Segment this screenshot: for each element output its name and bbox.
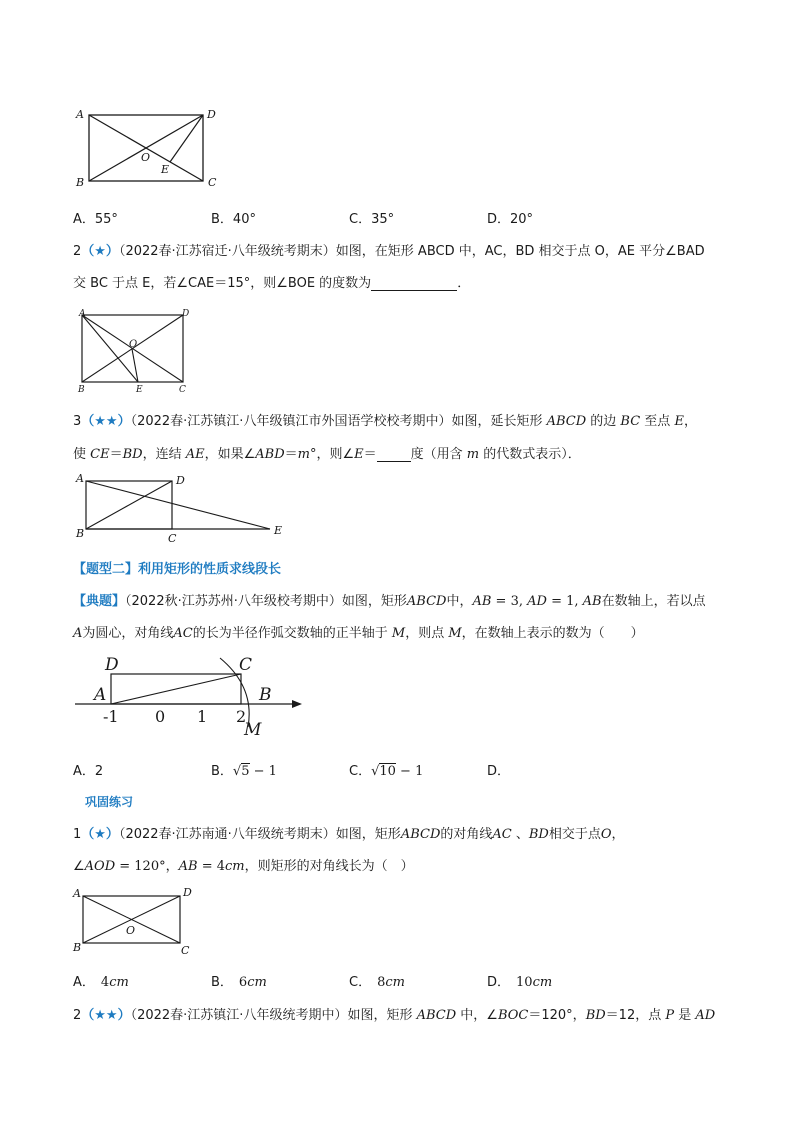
text: BOC (497, 1008, 529, 1023)
radicand: 5 (241, 764, 250, 779)
text: 的代数式表示）． (479, 447, 581, 462)
label-O: O (126, 924, 136, 937)
option-value: 10 (516, 975, 533, 990)
text: 为圆心，对角线 (82, 626, 174, 641)
question-number: 3 (73, 414, 82, 429)
label-C: C (239, 655, 253, 675)
question-text: 交 BC 于点 E，若∠CAE＝15°，则∠BOE 的度数为 (73, 276, 372, 291)
label-B: B (76, 176, 85, 189)
text: AD (695, 1008, 716, 1023)
label-B: B (78, 385, 85, 395)
question-text-end: ． (457, 276, 471, 291)
text: 至点 (640, 414, 675, 429)
text: BD (122, 447, 143, 462)
practice-heading: 巩固练习 (85, 795, 134, 809)
text: 中， (446, 594, 473, 609)
label-A: A (76, 108, 84, 121)
figure-rectangle-1 (70, 100, 230, 195)
label-A: A (73, 887, 81, 900)
text: ＝ (284, 447, 298, 462)
text: AC (173, 626, 193, 641)
option-c[interactable]: C．35° (349, 212, 395, 227)
option-unit: cm (385, 975, 405, 990)
sqrt-symbol: √ (371, 764, 380, 779)
option-c[interactable] (349, 971, 405, 990)
text: cm (225, 859, 245, 874)
text: O (600, 827, 612, 842)
question-2-line-2 (73, 272, 470, 291)
figure-number-line (70, 652, 310, 742)
text: = 4 (197, 859, 225, 874)
option-b[interactable] (211, 971, 267, 990)
text: BD (585, 1008, 606, 1023)
example-label: 【典题】 (73, 594, 126, 609)
label-E: E (274, 524, 283, 537)
text: AD (527, 594, 547, 609)
example-line-1 (73, 590, 706, 609)
tick-label-0: 0 (155, 707, 166, 726)
option-a[interactable] (73, 971, 129, 990)
text: ∠ (73, 859, 85, 874)
text: ，如果∠ (204, 447, 256, 462)
label-C: C (179, 385, 186, 395)
text: ABCD (546, 414, 587, 429)
question-source: （2022春·江苏南通·八年级统考期末） (118, 827, 336, 842)
option-value: 4 (100, 975, 110, 990)
text: AB (582, 594, 602, 609)
question-source: （2022春·江苏镇江·八年级统考期中） (130, 1008, 348, 1023)
text: 的对角线 (440, 827, 493, 842)
label-A: A (76, 472, 84, 485)
text: 中，∠ (456, 1008, 498, 1023)
option-a[interactable]: A．2 (73, 764, 104, 779)
text: ＝ (363, 447, 377, 462)
label-C: C (168, 532, 177, 545)
text: BD (528, 827, 549, 842)
text: ，在数轴上表示的数为（ ） (461, 626, 644, 641)
label-D: D (182, 309, 190, 319)
option-a[interactable]: A．55° (73, 212, 118, 227)
option-d[interactable]: D．20° (487, 212, 534, 227)
text: °，则∠ (309, 447, 355, 462)
text: = 120°， (115, 859, 179, 874)
text: = 1, (546, 594, 583, 609)
option-value: − 1 (395, 764, 424, 779)
question-number: 1 (73, 827, 82, 842)
text: ，则点 (405, 626, 449, 641)
question-2-line-1 (73, 240, 705, 259)
difficulty-stars: （★） (81, 827, 119, 842)
text: = 3, (491, 594, 528, 609)
text: AB (472, 594, 492, 609)
text: AB (178, 859, 198, 874)
figure-rectangle-5 (70, 884, 200, 959)
question-3-line-1 (73, 410, 697, 429)
question-source: （2022秋·江苏苏州·八年级校考期中） (125, 594, 342, 609)
option-label: A． (73, 975, 95, 990)
option-b[interactable]: B．40° (211, 212, 256, 227)
text: ＝120°， (528, 1008, 586, 1023)
text: E (674, 414, 684, 429)
figure-rectangle-2 (70, 305, 200, 395)
label-A: A (79, 309, 86, 319)
text: 、 (511, 827, 529, 842)
option-unit: cm (532, 975, 553, 990)
text: M (391, 626, 406, 641)
difficulty-stars: （★★） (81, 414, 131, 429)
question-number: 2 (73, 244, 82, 259)
text: m (466, 447, 480, 462)
option-d[interactable]: D． (487, 764, 511, 779)
question-source: （2022春·江苏宿迁·八年级统考期末） (118, 244, 336, 259)
text: ，连结 (142, 447, 186, 462)
option-value: − 1 (249, 764, 277, 779)
tick-label-1: 1 (197, 707, 208, 726)
text: 如图，矩形 (341, 594, 407, 609)
text: ， (611, 827, 625, 842)
option-c[interactable] (349, 760, 423, 779)
option-label: D． (487, 975, 511, 990)
text: P (665, 1008, 675, 1023)
difficulty-stars: （★★） (81, 1008, 131, 1023)
text: 如图，矩形 (347, 1008, 417, 1023)
text: 的边 (586, 414, 621, 429)
label-M: M (244, 720, 262, 740)
text: m (297, 447, 310, 462)
practice-2-line-1 (73, 1004, 715, 1023)
label-B: B (73, 941, 82, 954)
text: M (448, 626, 462, 641)
text: AC (492, 827, 512, 842)
label-C: C (181, 944, 190, 957)
text: ＝ (109, 447, 123, 462)
label-A: A (94, 685, 107, 705)
option-label: B． (211, 764, 233, 779)
label-E: E (136, 385, 143, 395)
label-E: E (161, 163, 170, 176)
section-heading: 【题型二】利用矩形的性质求线段长 (73, 562, 282, 577)
sqrt-symbol: √ (232, 764, 242, 779)
text: 的长为半径作弧交数轴的正半轴于 (192, 626, 392, 641)
text: ABD (255, 447, 285, 462)
text: AE (185, 447, 205, 462)
text: ，则矩形的对角线长为（ ） (244, 859, 414, 874)
option-label: C． (349, 975, 372, 990)
text: ABCD (416, 1008, 457, 1023)
label-D: D (176, 474, 185, 487)
text: ABCD (400, 827, 441, 842)
practice-1-line-2 (73, 855, 414, 874)
tick-label-neg1: -1 (103, 707, 119, 726)
example-line-2 (73, 622, 644, 641)
text: AOD (84, 859, 116, 874)
answer-blank[interactable] (371, 276, 457, 291)
option-d[interactable] (487, 971, 552, 990)
arrow-icon (292, 700, 302, 708)
option-b[interactable] (211, 760, 277, 779)
text: CE (90, 447, 110, 462)
text: 是 (674, 1008, 696, 1023)
question-number: 2 (73, 1008, 82, 1023)
label-O: O (129, 339, 138, 350)
option-value: 6 (238, 975, 248, 990)
option-label: C． (349, 764, 372, 779)
label-B: B (76, 527, 85, 540)
text: 相交于点 (548, 827, 601, 842)
option-label: B． (211, 975, 233, 990)
figure-rectangle-3 (70, 470, 300, 545)
question-3-line-2 (73, 443, 581, 462)
text: 如图，矩形 (335, 827, 401, 842)
text: 在数轴上，若以点 (601, 594, 706, 609)
label-D: D (183, 886, 192, 899)
label-C: C (208, 176, 217, 189)
text: BC (620, 414, 641, 429)
radicand: 10 (379, 764, 396, 779)
text: 度（用含 (410, 447, 467, 462)
text: E (354, 447, 364, 462)
label-B: B (259, 685, 272, 705)
label-D: D (105, 655, 119, 675)
practice-1-line-1 (73, 823, 625, 842)
tick-label-2: 2 (236, 707, 247, 726)
text: ＝12，点 (605, 1008, 666, 1023)
answer-blank[interactable] (377, 447, 411, 462)
text: ， (683, 414, 697, 429)
text: ABCD (406, 594, 447, 609)
text: 如图，延长矩形 (451, 414, 547, 429)
text: A (73, 626, 83, 641)
option-unit: cm (109, 975, 129, 990)
question-source: （2022春·江苏镇江·八年级镇江市外国语学校校考期中） (130, 414, 452, 429)
text: 使 (73, 447, 91, 462)
option-unit: cm (247, 975, 267, 990)
label-D: D (207, 108, 216, 121)
option-value: 8 (377, 975, 386, 990)
difficulty-stars: （★） (81, 244, 119, 259)
label-O: O (141, 151, 151, 164)
question-text: 如图，在矩形 ABCD 中，AC，BD 相交于点 O，AE 平分∠BAD (335, 244, 705, 259)
